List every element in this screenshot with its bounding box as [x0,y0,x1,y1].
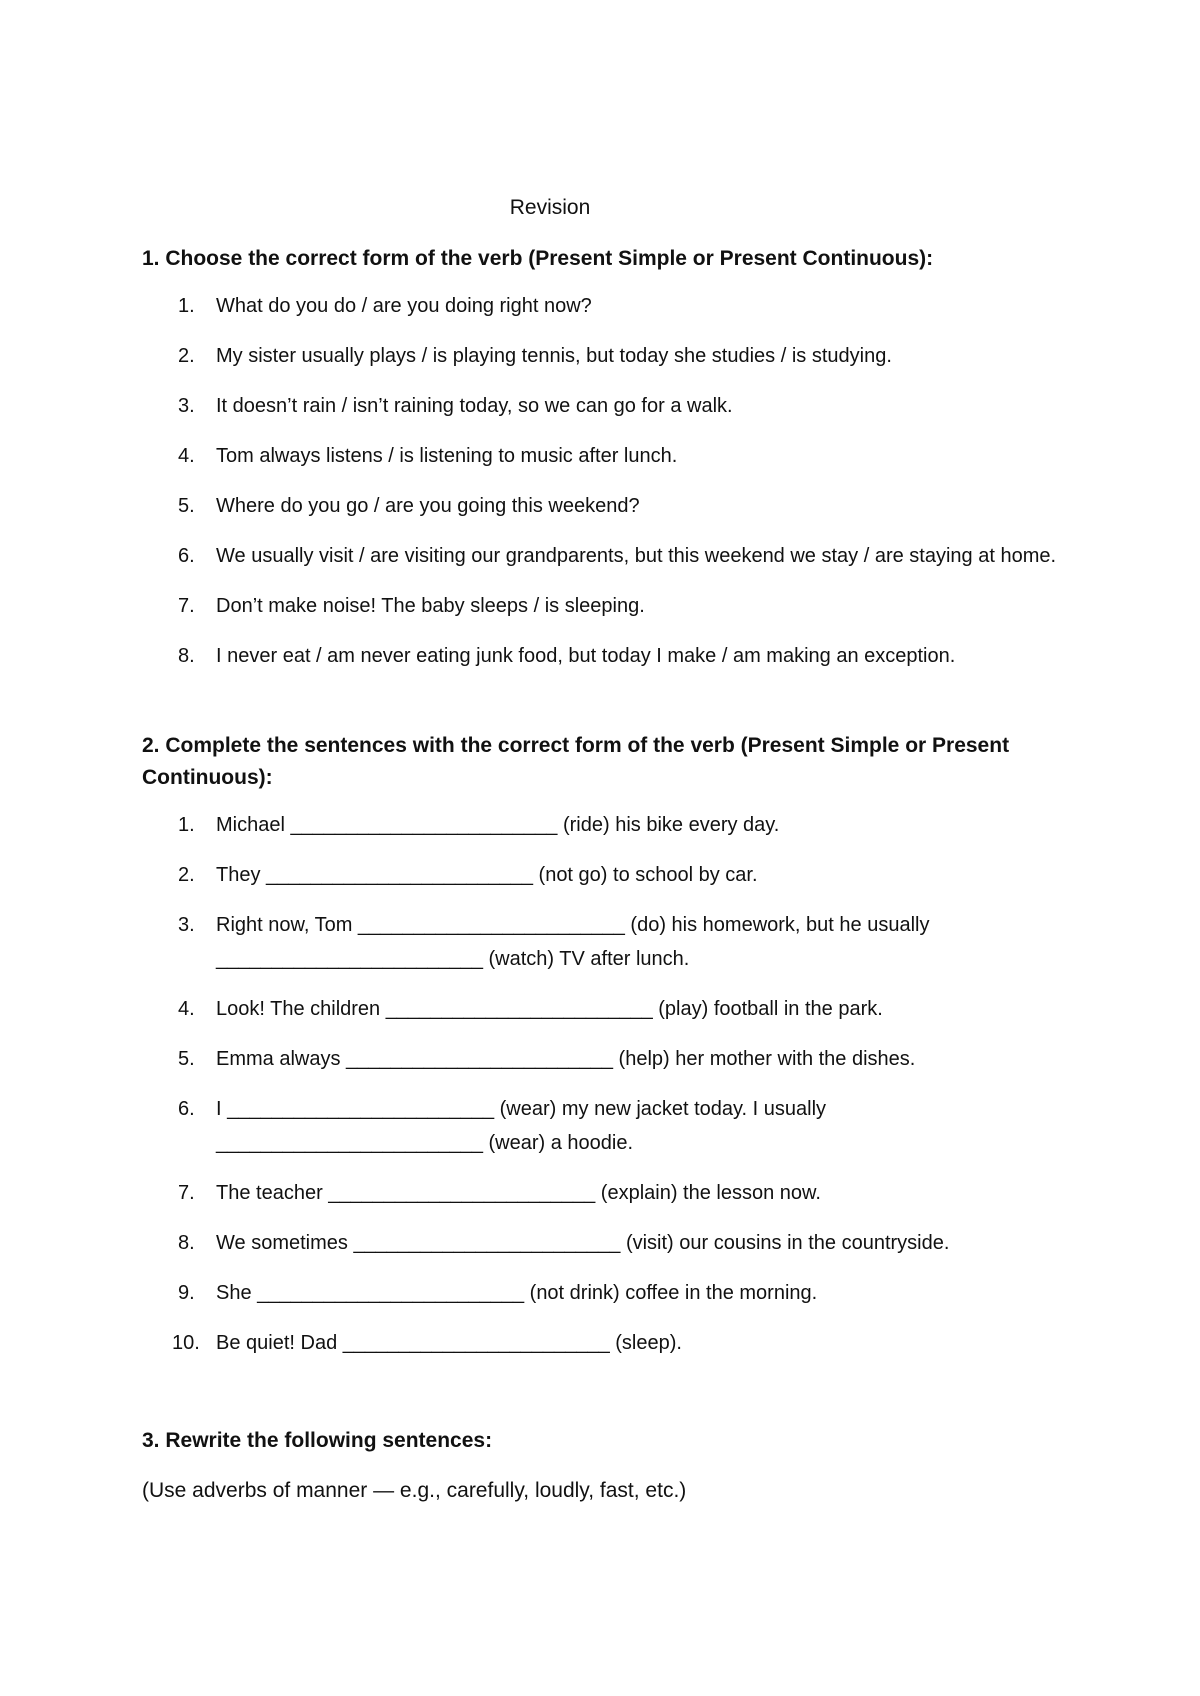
list-item [142,808,1062,842]
list-item [142,289,1062,323]
list-item-text: The teacher ________________________ (explain) the lesson now. [216,1182,821,1204]
list-item [142,439,1062,473]
list-item-text: Michael ________________________ (ride) his bike every day. [216,814,780,836]
list-item [142,1276,1062,1310]
section-3 [142,1425,1062,1506]
section-3-note: (Use adverbs of manner — e.g., carefully, loudly, fast, etc.) [142,1479,687,1502]
list-item-text: I ________________________ (wear) my new jacket today. I usually ________________________ (wear) a hoodie. [216,1098,827,1154]
list-item [142,1042,1062,1076]
list-item-text: Tom always listens / is listening to music after lunch. [216,445,678,467]
list-item-number: 6. [178,1098,195,1120]
list-item [142,639,1062,673]
list-item-number: 1. [178,295,195,317]
list-item-number: 10. [172,1332,200,1354]
section-1 [142,243,1062,689]
list-item-number: 6. [178,545,195,567]
list-item [142,339,1062,373]
list-item [142,489,1062,523]
list-item-text: We usually visit / are visiting our grandparents, but this weekend we stay / are staying at home. [216,545,1057,567]
list-item-text: Don’t make noise! The baby sleeps / is sleeping. [216,595,645,617]
list-item-number: 8. [178,645,195,667]
list-item-text: Emma always ________________________ (help) her mother with the dishes. [216,1048,916,1070]
section-2-heading: 2. Complete the sentences with the correct form of the verb (Present Simple or Present Continuous): [142,734,1010,789]
list-item-number: 9. [178,1282,195,1304]
list-item-number: 7. [178,1182,195,1204]
list-item-text: What do you do / are you doing right now? [216,295,592,317]
section-2 [142,730,1062,1376]
section-2-list [142,808,1062,1360]
list-item-text: We sometimes ________________________ (visit) our cousins in the countryside. [216,1232,950,1254]
list-item [142,1092,1062,1160]
list-item-number: 4. [178,998,195,1020]
list-item-number: 5. [178,1048,195,1070]
section-3-heading: 3. Rewrite the following sentences: [142,1429,493,1452]
list-item [142,992,1062,1026]
list-item-text: She ________________________ (not drink) coffee in the morning. [216,1282,818,1304]
list-item-number: 5. [178,495,195,517]
list-item-number: 7. [178,595,195,617]
list-item-number: 4. [178,445,195,467]
list-item-text: Right now, Tom ________________________ (do) his homework, but he usually ________________________ (watch) TV after lunch. [216,914,930,970]
list-item-number: 8. [178,1232,195,1254]
list-item [142,1226,1062,1260]
list-item-number: 2. [178,345,195,367]
list-item [142,1176,1062,1210]
list-item [142,389,1062,423]
document-title: Revision [509,196,591,219]
section-1-list [142,289,1062,673]
list-item [142,589,1062,623]
list-item-text: Where do you go / are you going this weekend? [216,495,640,517]
list-item-number: 1. [178,814,195,836]
section-1-heading: 1. Choose the correct form of the verb (Present Simple or Present Continuous): [142,247,934,270]
list-item-number: 3. [178,914,195,936]
list-item-text: Look! The children ________________________ (play) football in the park. [216,998,883,1020]
list-item-text: It doesn’t rain / isn’t raining today, so we can go for a walk. [216,395,733,417]
list-item-number: 2. [178,864,195,886]
list-item-text: Be quiet! Dad ________________________ (sleep). [216,1332,682,1354]
list-item [142,858,1062,892]
list-item [142,1326,1062,1360]
list-item-text: They ________________________ (not go) to school by car. [216,864,758,886]
list-item-text: I never eat / am never eating junk food, but today I make / am making an exception. [216,645,956,667]
list-item [142,908,1062,976]
list-item-number: 3. [178,395,195,417]
list-item-text: My sister usually plays / is playing tennis, but today she studies / is studying. [216,345,892,367]
list-item [142,539,1062,573]
